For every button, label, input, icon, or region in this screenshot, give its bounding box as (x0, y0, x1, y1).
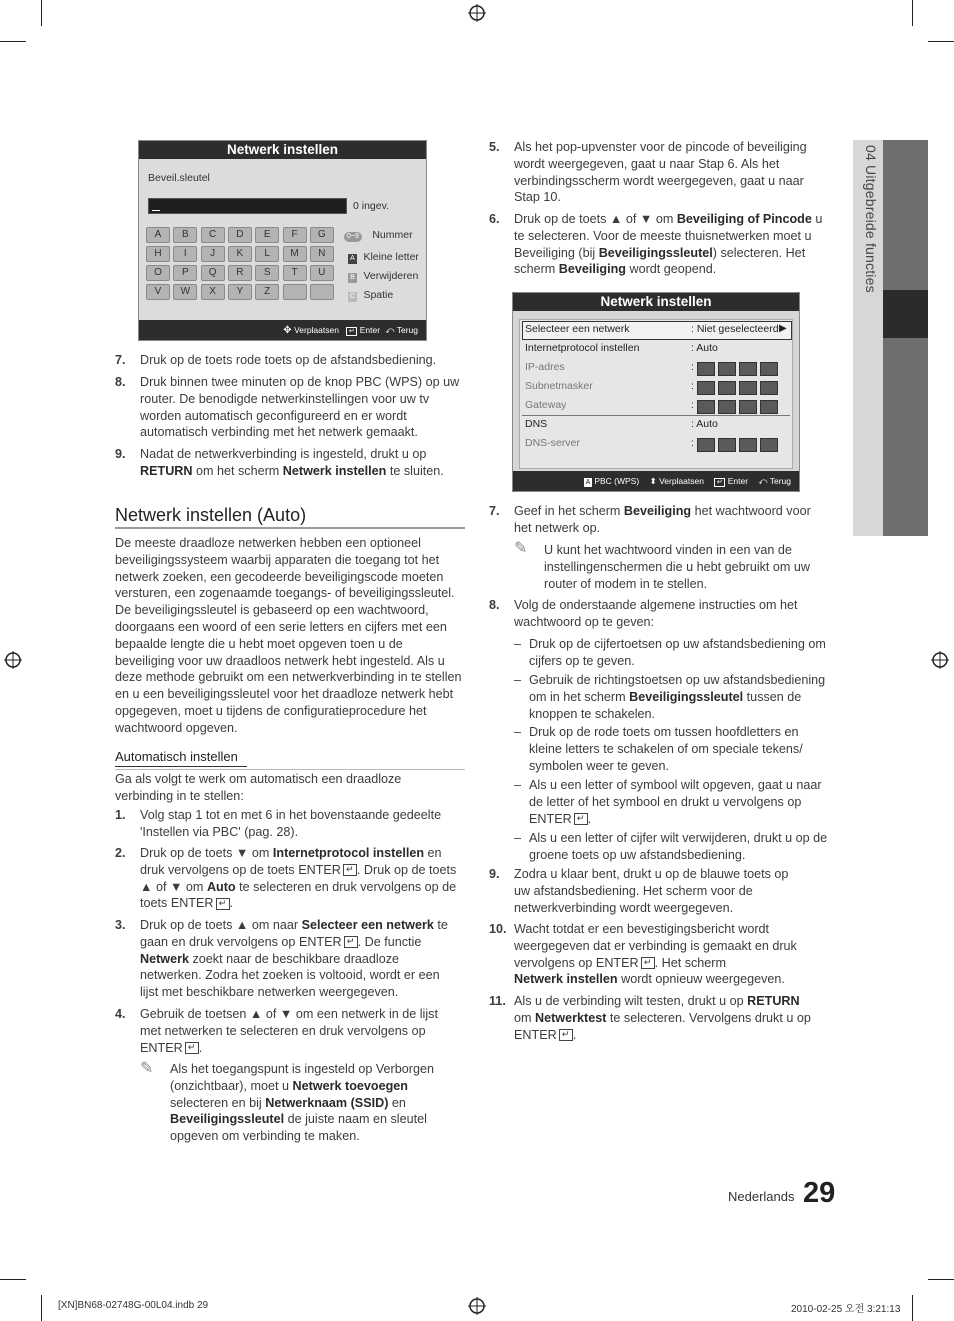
step-text: Volg de onderstaande algemene instructies om het wachtwoord op te geven: (514, 598, 798, 629)
green-b-button-icon: B (348, 273, 357, 283)
dash: – (514, 831, 522, 845)
number-badge-icon: 0~9 (344, 232, 362, 242)
crop-mark (41, 1295, 42, 1321)
step-text: Druk op de toets ▲ of ▼ om Beveiliging of Pincode u te selecteren. Voor de meeste thuisnetwerken moet u Beveiliging (bij Beveiligingssleutel) selecteren. Het scherm Beveiliging wordt geopend. (514, 212, 823, 277)
dash-text: Druk op de rode toets om tussen hoofdletters en kleine letters te schakelen of om speciale tekens/ symbolen weer te geven. (529, 725, 803, 773)
red-a-button-icon: A (585, 479, 591, 486)
ip-address-blocks (697, 360, 781, 378)
note-pencil-icon: ✎ (514, 540, 528, 557)
enter-key-icon: ↵ (216, 898, 230, 910)
key-button[interactable]: G (310, 227, 334, 243)
option-lowercase: A Kleine letter (348, 247, 419, 265)
key-button[interactable]: D (228, 227, 252, 243)
option-delete: B Verwijderen (348, 266, 418, 284)
subsection-underline (115, 766, 247, 767)
dns-server-row: DNS-server (525, 437, 580, 449)
dns-row[interactable]: DNS (525, 418, 548, 430)
dash: – (514, 673, 522, 687)
dns-server-blocks (697, 436, 781, 454)
dash-text: Gebruik de richtingstoetsen op uw afstandsbediening om in het scherm Beveiligingssleutel tussen de knoppen te schakelen. (529, 673, 826, 721)
move-updown-icon: ⬍ (649, 476, 657, 486)
crop-mark (41, 0, 42, 26)
section-rule (115, 527, 465, 529)
side-tab-label: 04 Uitgebreide functies (863, 145, 879, 293)
key-button[interactable]: U (310, 265, 334, 281)
key-button[interactable] (310, 284, 334, 300)
dash: – (514, 637, 522, 651)
step-number: 8. (489, 598, 500, 612)
dash: – (514, 725, 522, 739)
print-file-info: [XN]BN68-02748G-00L04.indb 29 (58, 1300, 209, 1311)
key-button[interactable]: F (283, 227, 307, 243)
return-icon: ⤺ (385, 325, 395, 335)
registration-mark-icon (468, 1297, 486, 1315)
section-intro: De meeste draadloze netwerken hebben een optioneel beveiligingssysteem waarbij apparaten die toegang tot het netwerk zoeken, een gecodeerde beveiligingscode moeten versturen, een zogenaamde toegangs- of beveiligingssleutel. De beveiligingssleutel is gebaseerd op een wachtwoord, doorgaans een woord of een serie letters en cijfers met een bepaalde lengte die u hebt moet opgeven toen u de beveiliging voor uw draadloos netwerk hebt ingesteld. Als u deze methode gebruikt om een netwerkverbinding in te stellen en u een beveiligingssleutel voor het draadloze netwerk hebt opgegeven, moet u tijdens de configuratieprocedure het wachtwoord opgeven. (115, 536, 462, 735)
key-button[interactable]: W (173, 284, 197, 300)
panel-divider (522, 415, 790, 416)
key-button[interactable]: K (228, 246, 252, 262)
key-button[interactable]: J (201, 246, 225, 262)
crop-mark (928, 1279, 954, 1280)
crop-mark (0, 1279, 26, 1280)
enter-key-icon: ↵ (185, 1042, 199, 1054)
red-a-button-icon: A (348, 254, 357, 264)
step-text: Zodra u klaar bent, drukt u op de blauwe toets op uw afstandsbediening. Het scherm voor de netwerkverbinding wordt weergegeven. (514, 867, 789, 915)
subnet-blocks (697, 379, 781, 397)
step-number: 9. (489, 867, 500, 881)
screen-title: Netwerk instellen (139, 141, 426, 159)
key-button[interactable]: O (146, 265, 170, 281)
screen-footer: A PBC (WPS) ⬍ Verplaatsen ↵ Enter ⤺ Terug (513, 471, 799, 491)
step-number: 6. (489, 212, 500, 226)
subnet-row: Subnetmasker (525, 380, 593, 392)
enter-key-icon: ↵ (344, 936, 358, 948)
key-button[interactable]: Q (201, 265, 225, 281)
step-number: 3. (115, 918, 126, 932)
key-button[interactable]: V (146, 284, 170, 300)
registration-mark-icon (931, 651, 949, 669)
step-text: Druk binnen twee minuten op de knop PBC (WPS) op uw router. De benodigde netwerkinstellingen voor uw tv worden automatisch geconfigureerd en er wordt automatisch verbinding met het netwerk gemaakt. (140, 375, 460, 440)
key-button[interactable]: T (283, 265, 307, 281)
note-pencil-icon: ✎ (140, 1060, 154, 1077)
key-button[interactable]: I (173, 246, 197, 262)
gateway-blocks (697, 398, 781, 416)
key-button[interactable]: R (228, 265, 252, 281)
key-button[interactable]: C (201, 227, 225, 243)
section-title: Netwerk instellen (Auto) (115, 505, 307, 525)
option-number: 0~9 Nummer (344, 225, 413, 243)
key-button[interactable]: P (173, 265, 197, 281)
registration-mark-icon (468, 4, 486, 22)
keyboard-screen (138, 140, 427, 341)
side-tab-dark (883, 140, 928, 536)
move-icon: ✥ (283, 325, 292, 336)
crop-mark (912, 1295, 913, 1321)
enter-icon: ↵ (714, 478, 725, 487)
subsection-rule (115, 769, 465, 770)
key-button[interactable] (283, 284, 307, 300)
enter-key-icon: ↵ (343, 864, 357, 876)
step-number: 10. (489, 922, 507, 936)
key-button[interactable]: A (146, 227, 170, 243)
step-number: 5. (489, 140, 500, 154)
return-icon: ⤺ (758, 476, 768, 486)
subsection-intro: Ga als volgt te werk om automatisch een draadloze verbinding in te stellen: (115, 772, 402, 803)
crop-mark (912, 0, 913, 26)
step-text: Geef in het scherm Beveiliging het wachtwoord voor het netwerk op. (514, 504, 811, 535)
network-setup-screen: Netwerk instellen Selecteer een netwerk : Niet geselecteerd ▶ Internetprotocol instellen : Auto IP-adres : Subnetmasker : Gateway : DNS : Auto DNS-server : A PBC (WPS) ⬍ Verplaatsen ↵ Enter ⤺ Terug (512, 292, 800, 492)
key-input-field[interactable] (148, 198, 347, 214)
key-button[interactable]: S (255, 265, 279, 281)
note-text: U kunt het wachtwoord vinden in een van de instellingenschermen die u hebt gebruikt om uw router of modem in te stellen. (544, 543, 811, 591)
step-number: 7. (115, 353, 126, 367)
step-number: 7. (489, 504, 500, 518)
option-space: C Spatie (349, 289, 394, 301)
dash-text: Als u een letter of cijfer wilt verwijderen, drukt u op de groene toets op uw afstandsbediening. (529, 831, 828, 862)
step-text: Als u de verbinding wilt testen, drukt u op RETURN om Netwerktest te selecteren. Vervolgens drukt u op ENTER ↵ . (514, 994, 811, 1042)
step-text: Wacht totdat er een bevestigingsbericht wordt weergegeven dat er verbinding is gemaakt en druk vervolgens op ENTER ↵ . Het scherm Netwerk instellen wordt opnieuw weergegeven. (514, 922, 797, 987)
dash: – (514, 778, 522, 792)
key-button[interactable]: Y (228, 284, 252, 300)
key-button[interactable]: X (201, 284, 225, 300)
gateway-row: Gateway (525, 399, 567, 411)
subsection-title: Automatisch instellen (115, 749, 238, 764)
step-number: 8. (115, 375, 126, 389)
key-button[interactable]: E (255, 227, 279, 243)
step-text: Druk op de toets ▲ om naar Selecteer een netwerk te gaan en druk vervolgens op ENTER ↵ . De functie Netwerk zoekt naar de beschikbare draadloze netwerken. Zodra het zoeken is voltooid, wordt er een lijst met beschikbare netwerken weergegeven. (140, 918, 448, 1000)
enter-icon: ↵ (346, 327, 357, 336)
crop-mark (928, 41, 954, 42)
dash-text: Druk op de cijfertoetsen op uw afstandsbediening om cijfers op te geven. (529, 637, 826, 668)
step-number: 2. (115, 846, 126, 860)
step-number: 11. (489, 994, 506, 1008)
enter-key-icon: ↵ (574, 813, 588, 825)
key-button[interactable]: B (173, 227, 197, 243)
key-button[interactable]: N (310, 246, 334, 262)
step-text: Volg stap 1 tot en met 6 in het bovenstaande gedeelte 'Instellen via PBC' (pag. 28). (140, 808, 442, 839)
step-number: 4. (115, 1007, 126, 1021)
key-button[interactable]: H (146, 246, 170, 262)
registration-mark-icon (4, 651, 22, 669)
step-text: Druk op de toets rode toets op de afstandsbediening. (140, 353, 437, 367)
ip-address-row: IP-adres (525, 361, 565, 373)
step-text: Nadat de netwerkverbinding is ingesteld, drukt u op RETURN om het scherm Netwerk instellen te sluiten. (140, 447, 444, 478)
page-number: 29 (803, 1177, 836, 1209)
dash-text: Als u een letter of symbool wilt opgeven, gaat u naar de letter of het symbool en drukt u vervolgens op ENTER ↵ . (529, 778, 822, 826)
field-label: Beveil.sleutel (148, 172, 210, 184)
char-count: 0 ingev. (353, 200, 389, 212)
ip-setting-row[interactable]: Internetprotocol instellen (525, 342, 640, 354)
arrow-right-icon: ▶ (779, 323, 787, 334)
key-button[interactable]: M (283, 246, 307, 262)
screen-footer: ✥ Verplaatsen ↵ Enter ⤺ Terug (139, 320, 426, 340)
key-button[interactable]: L (255, 246, 279, 262)
print-date: 2010-02-25 오전 3:21:13 (791, 1304, 901, 1315)
page-language: Nederlands (728, 1189, 795, 1204)
enter-key-icon: ↵ (641, 957, 655, 969)
yellow-c-button-icon: C (349, 293, 356, 300)
screen-title: Netwerk instellen (513, 293, 799, 311)
crop-mark (0, 41, 26, 42)
side-tab-marker (883, 290, 928, 338)
step-text: Druk op de toets ▼ om Internetprotocol instellen en druk vervolgens op de toets ENTER ↵ . Druk op de toets ▲ of ▼ om Auto te selecteren en druk vervolgens op de toets ENTER ↵ . (140, 846, 457, 911)
key-button[interactable]: Z (255, 284, 279, 300)
step-text: Als het pop-upvenster voor de pincode of beveiliging wordt weergegeven, gaat u naar Stap 6. Als het verbindingsscherm wordt weergegeven, gaat u naar Stap 10. (514, 140, 807, 205)
step-text: Gebruik de toetsen ▲ of ▼ om een netwerk in de lijst met netwerken te selecteren en druk vervolgens op ENTER ↵ . (140, 1007, 438, 1055)
step-number: 1. (115, 808, 126, 822)
step-number: 9. (115, 447, 126, 461)
note-text: Als het toegangspunt is ingesteld op Verborgen (onzichtbaar), moet u Netwerk toevoegen selecteren en bij Netwerknaam (SSID) en Beveiligingssleutel de juiste naam en sleutel opgeven om verbinding te maken. (170, 1062, 434, 1144)
enter-key-icon: ↵ (559, 1029, 573, 1041)
